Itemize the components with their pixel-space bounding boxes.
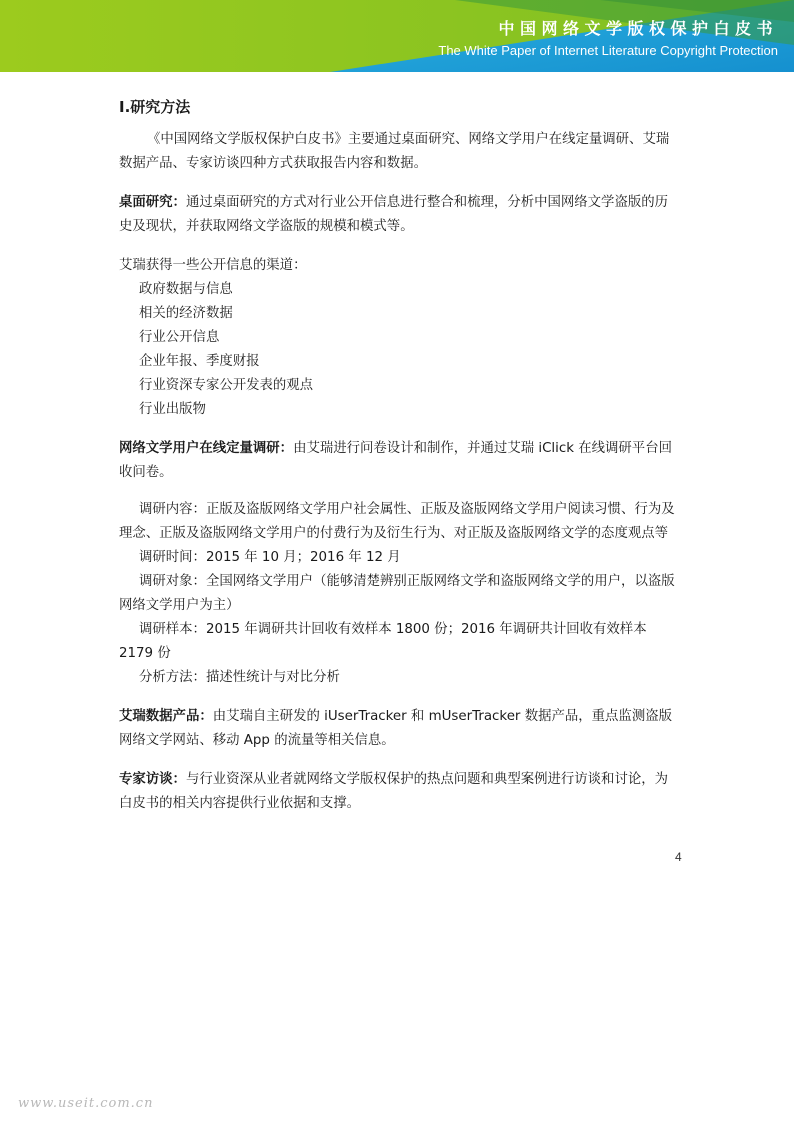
- data-products-paragraph: [119, 705, 679, 753]
- survey-detail-item: 分析方法：描述性统计与对比分析: [139, 670, 340, 685]
- survey-text: 由艾瑞进行问卷设计和制作，并通过艾瑞 iClick 在线调研平台回收问卷。: [119, 441, 672, 480]
- page-number: 4: [675, 850, 682, 864]
- report-title-en: The White Paper of Internet Literature Copyright Protection: [438, 43, 778, 58]
- list-item: 行业出版物: [139, 402, 206, 417]
- report-title-cn: 中国网络文学版权保护白皮书: [498, 19, 778, 38]
- survey-detail-item: 调研样本：2015 年调研共计回收有效样本 1800 份；2016 年调研共计回收有效样本 2179 份: [119, 622, 647, 661]
- watermark: www.useit.com.cn: [18, 1096, 154, 1111]
- list-item: 行业公开信息: [139, 330, 220, 345]
- survey-label: 网络文学用户在线定量调研：: [119, 441, 294, 456]
- section-title: Ⅰ.研究方法: [119, 98, 191, 116]
- list-item: 行业资深专家公开发表的观点: [139, 378, 314, 393]
- expert-interview-paragraph: [119, 768, 679, 816]
- desk-research-paragraph: [119, 191, 679, 239]
- list-item: 相关的经济数据: [139, 306, 233, 321]
- expert-interview-label: 专家访谈：: [119, 772, 186, 787]
- intro-paragraph: 《中国网络文学版权保护白皮书》主要通过桌面研究、网络文学用户在线定量调研、艾瑞数据产品、专家访谈四种方式获取报告内容和数据。: [119, 132, 670, 171]
- page-content: [119, 96, 679, 816]
- desk-research-label: 桌面研究：: [119, 195, 186, 210]
- data-products-label: 艾瑞数据产品：: [119, 709, 213, 724]
- survey-detail-item: 调研时间：2015 年 10 月；2016 年 12 月: [139, 550, 401, 565]
- survey-detail-item: 调研对象：全国网络文学用户（能够清楚辨别正版网络文学和盗版网络文学的用户，以盗版网络文学用户为主）: [119, 574, 675, 613]
- channels-heading: 艾瑞获得一些公开信息的渠道：: [119, 258, 307, 273]
- desk-research-text: 通过桌面研究的方式对行业公开信息进行整合和梳理，分析中国网络文学盗版的历史及现状，并获取网络文学盗版的规模和模式等。: [119, 195, 669, 234]
- header-banner: [0, 0, 794, 72]
- expert-interview-text: 与行业资深从业者就网络文学版权保护的热点问题和典型案例进行访谈和讨论，为白皮书的相关内容提供行业依据和支撑。: [119, 772, 669, 811]
- channels-list: [119, 278, 679, 422]
- list-item: 政府数据与信息: [139, 282, 233, 297]
- list-item: 企业年报、季度财报: [139, 354, 260, 369]
- survey-paragraph: [119, 437, 679, 485]
- survey-details-list: [119, 498, 679, 690]
- survey-detail-item: 调研内容：正版及盗版网络文学用户社会属性、正版及盗版网络文学用户阅读习惯、行为及理念、正版及盗版网络文学用户的付费行为及衍生行为、对正版及盗版网络文学的态度观点等: [119, 502, 675, 541]
- data-products-text: 由艾瑞自主研发的 iUserTracker 和 mUserTracker 数据产品，重点监测盗版网络文学网站、移动 App 的流量等相关信息。: [119, 709, 672, 748]
